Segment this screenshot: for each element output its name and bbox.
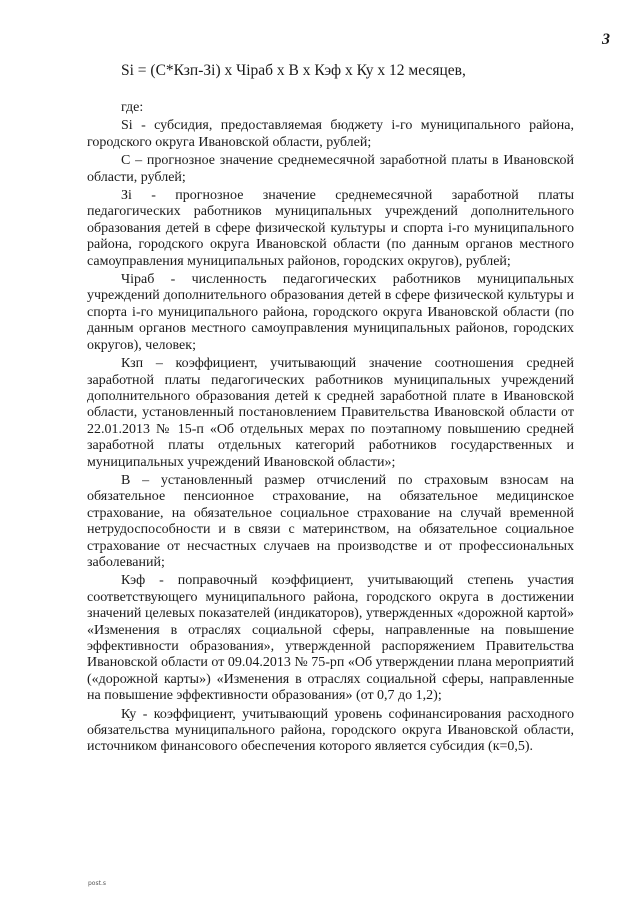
footer-file-mark: post.s (88, 880, 106, 887)
definitions-block (87, 100, 574, 758)
definition-kzp: Кзп – коэффициент, учитывающий значение соотношения средней заработной платы педагогических работников муниципальных учреждений дополнительного образования детей к средней заработной плате в Ивановской области, установленный постановлением Правительства Ивановской области от 22.01.2013 № 15-п «Об отдельных мерах по поэтапному повышению средней заработной платы отдельных категорий работников государственных и муниципальных учреждений Ивановской области»; (87, 356, 574, 470)
where-label: где: (121, 100, 144, 115)
page-number: 3 (602, 31, 610, 48)
definition-si: Si - субсидия, предоставляемая бюджету i-го муниципального района, городского округа Ивановской области, рублей; (87, 118, 574, 150)
definition-kef: Кэф - поправочный коэффициент, учитывающий степень участия соответствующего муниципального района, городского округа в достижении значений целевых показателей (индикаторов), утвержденных «дорожной картой» «Изменения в отраслях социальной сферы, направленные на повышение эффективности образования», утвержденной распоряжением Правительства Ивановской области от 09.04.2013 № 75-рп «Об утверждении плана мероприятий («дорожной карты») «Изменения в отраслях социальной сферы, направленные на повышение эффективности образования» (от 0,7 до 1,2); (87, 573, 574, 704)
definition-zi: Зi - прогнозное значение среднемесячной заработной платы педагогических работников муниципальных учреждений дополнительного образования детей в сфере физической культуры и спорта i-го муниципального района, городского округа Ивановской области (по данным органов местного самоуправления муниципальных районов, городских округов), рублей; (87, 188, 574, 269)
definition-chirab: Чiраб - численность педагогических работников муниципальных учреждений дополнительного образования детей в сфере физической культуры и спорта i-го муниципального района, городского округа Ивановской области (по данным органов местного самоуправления муниципальных районов, городских округов), человек; (87, 272, 574, 353)
definition-c: С – прогнозное значение среднемесячной заработной платы в Ивановской области, рублей; (87, 153, 574, 185)
definition-v: В – установленный размер отчислений по страховым взносам на обязательное пенсионное страхование, на обязательное медицинское страхование, на обязательное социальное страхование на случай временной нетрудоспособности и в связи с материнством, на обязательное социальное страхование от несчастных случаев на производстве и от профессиональных заболеваний; (87, 472, 574, 570)
definition-ku: Ку - коэффициент, учитывающий уровень софинансирования расходного обязательства муниципального района, городского округа Ивановской области, источником финансового обеспечения которого является субсидия (к=0,5). (87, 706, 574, 755)
subsidy-formula: Si = (С*Кзп-Зi) х Чiраб х В х Кэф х Ку х 12 месяцев, (121, 62, 466, 79)
